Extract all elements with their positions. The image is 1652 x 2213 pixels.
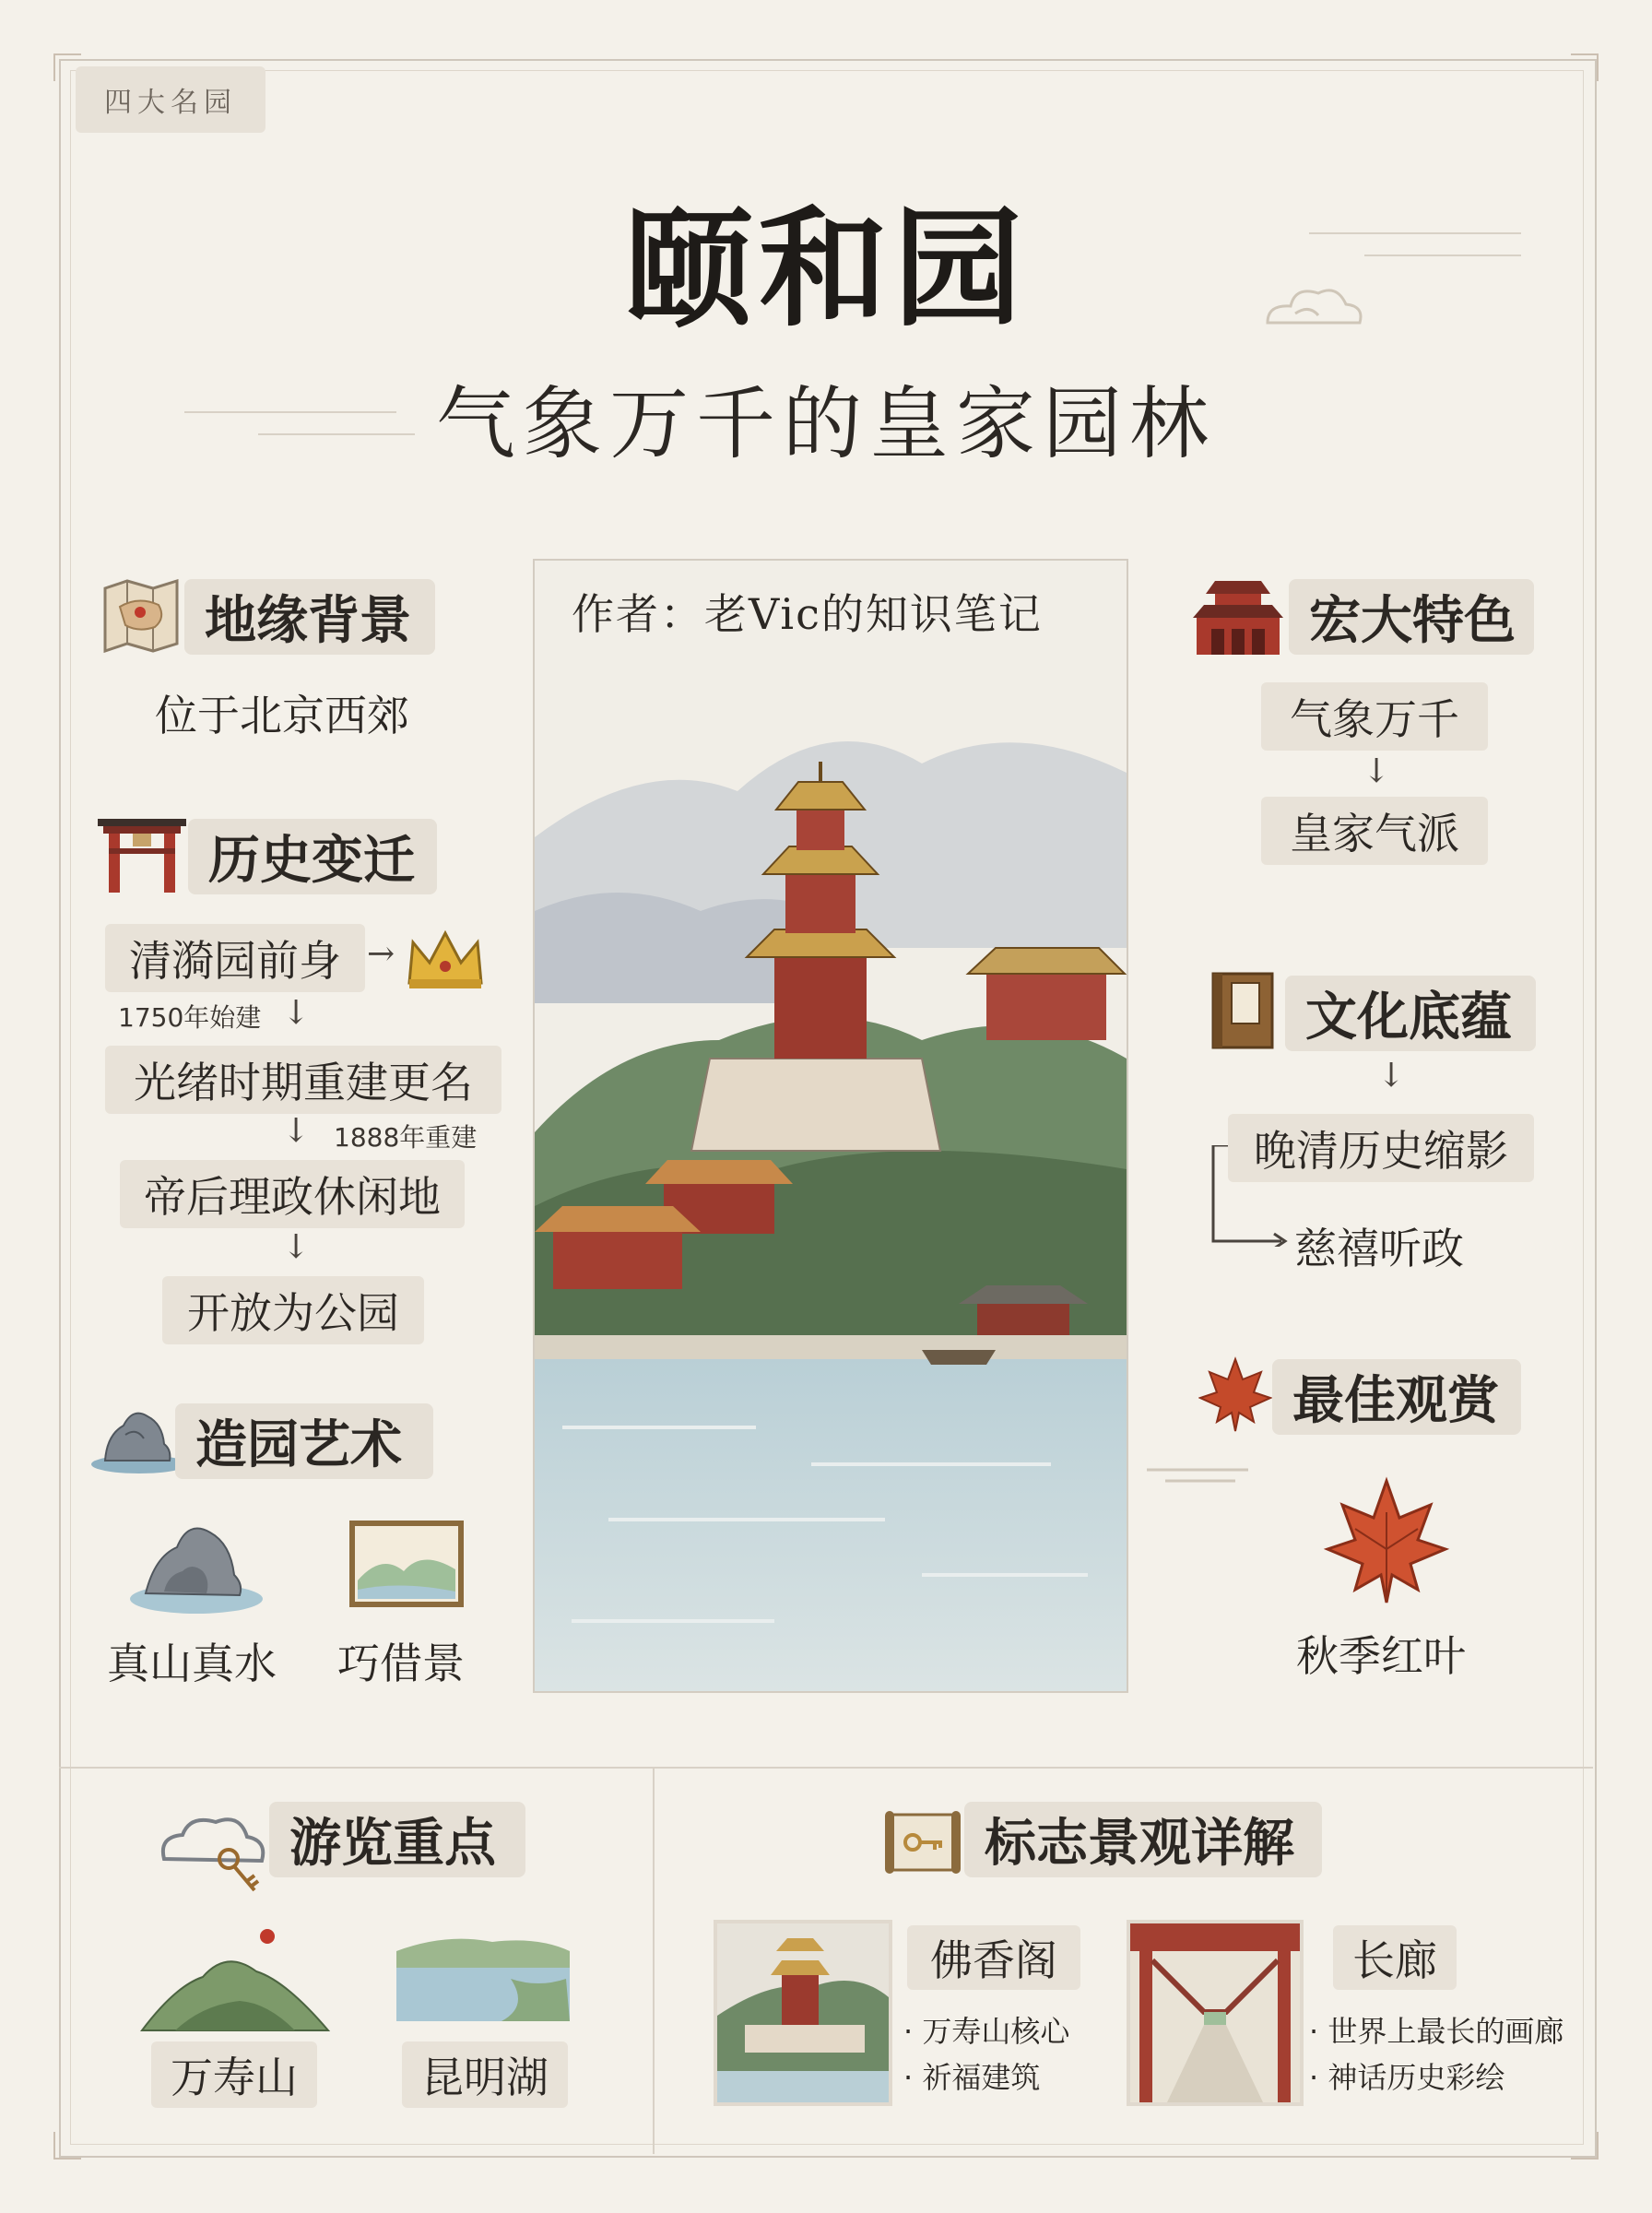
corner-ornament	[53, 2132, 81, 2160]
landmark-point: · 神话历史彩绘	[1309, 2060, 1505, 2095]
decor-line	[184, 411, 396, 413]
art-item-1: 真山真水	[107, 1639, 277, 1688]
landmark-thumb-changlang	[1127, 1920, 1304, 2106]
culture-step-2: 慈禧听政	[1294, 1224, 1464, 1273]
arrow-down: ↓	[282, 1112, 311, 1150]
book-icon	[1210, 970, 1278, 1051]
culture-step-1: 晚清历史缩影	[1228, 1114, 1534, 1182]
history-step-4: 开放为公园	[162, 1276, 424, 1344]
tour-item-2: 昆明湖	[402, 2041, 568, 2108]
maple-leaf-icon	[1322, 1475, 1451, 1604]
grand-step-2: 皇家气派	[1261, 797, 1488, 865]
cloud-key-icon	[151, 1804, 277, 1896]
section-header-landmarks: 标志景观详解	[964, 1802, 1322, 1877]
art-item-2: 巧借景	[337, 1639, 465, 1688]
section-header-geo: 地缘背景	[184, 579, 435, 655]
history-note-1750: 1750年始建	[118, 1002, 262, 1033]
page-title: 颐和园	[623, 194, 1028, 345]
long-corridor-image	[1130, 1923, 1300, 2102]
section-divider-vertical	[653, 1769, 655, 2154]
landmark-thumb-foxiang	[714, 1920, 892, 2106]
summer-palace-painting	[535, 561, 1127, 1691]
landmark-point-text: 世界上最长的画廊	[1328, 2014, 1564, 2049]
page-subtitle: 气象万千的皇家园林	[436, 378, 1216, 470]
geo-text: 位于北京西郊	[155, 691, 409, 740]
history-step-1: 清漪园前身	[105, 924, 365, 992]
landmark-point: · 世界上最长的画廊	[1309, 2014, 1564, 2049]
corner-ornament	[1571, 2132, 1599, 2160]
section-header-history: 历史变迁	[188, 819, 437, 894]
section-header-culture: 文化底蕴	[1285, 976, 1536, 1051]
landmark-point-text: 神话历史彩绘	[1328, 2060, 1505, 2095]
bracket-arrow	[1204, 1145, 1296, 1247]
corner-ornament	[1571, 53, 1599, 81]
history-step-3: 帝后理政休闲地	[120, 1160, 465, 1228]
arrow-right: →	[367, 935, 395, 973]
grand-step-1: 气象万千	[1261, 682, 1488, 751]
decor-line	[258, 433, 415, 435]
landmark-point: · 万寿山核心	[903, 2014, 1070, 2049]
history-step-2: 光绪时期重建更名	[105, 1046, 502, 1114]
landmark-name-changlang: 长廊	[1333, 1925, 1457, 1990]
section-header-tour: 游览重点	[269, 1802, 525, 1877]
landmark-point-text: 祈福建筑	[922, 2060, 1041, 2095]
maple-leaf-icon	[1198, 1355, 1272, 1435]
landmark-point: · 祈福建筑	[903, 2060, 1041, 2095]
foxiang-tower-image	[717, 1923, 889, 2102]
china-map-icon	[101, 579, 181, 653]
painting-frame	[533, 559, 1128, 1693]
arrow-down: ↓	[1377, 1057, 1406, 1095]
decor-line	[1364, 254, 1521, 256]
history-note-1888: 1888年重建	[334, 1122, 478, 1153]
decor-line	[1309, 232, 1521, 234]
author-credit: 作者：老Vic的知识笔记	[572, 589, 1043, 639]
landmark-name-foxiang: 佛香阁	[907, 1925, 1080, 1990]
section-divider	[59, 1767, 1593, 1769]
cloud-icon	[1258, 277, 1369, 341]
mountain-water-icon	[127, 1510, 266, 1621]
section-header-art: 造园艺术	[175, 1403, 433, 1479]
gate-icon	[96, 817, 188, 894]
landscape-scroll-icon	[345, 1516, 468, 1612]
series-tag: 四大名园	[76, 66, 266, 133]
tour-item-1: 万寿山	[151, 2041, 317, 2108]
lake-icon	[391, 1923, 575, 2030]
mountain-icon	[138, 1922, 332, 2036]
arrow-down: ↓	[1363, 752, 1391, 790]
scroll-key-icon	[881, 1805, 964, 1879]
section-header-best: 最佳观赏	[1272, 1359, 1521, 1435]
arrow-down: ↓	[282, 994, 311, 1032]
arrow-down: ↓	[282, 1228, 311, 1266]
cloud-icon	[1143, 1462, 1254, 1490]
crown-icon	[404, 926, 487, 992]
best-text: 秋季红叶	[1296, 1631, 1466, 1681]
landmark-point-text: 万寿山核心	[922, 2014, 1070, 2049]
section-header-grand: 宏大特色	[1289, 579, 1534, 655]
palace-icon	[1187, 572, 1289, 658]
